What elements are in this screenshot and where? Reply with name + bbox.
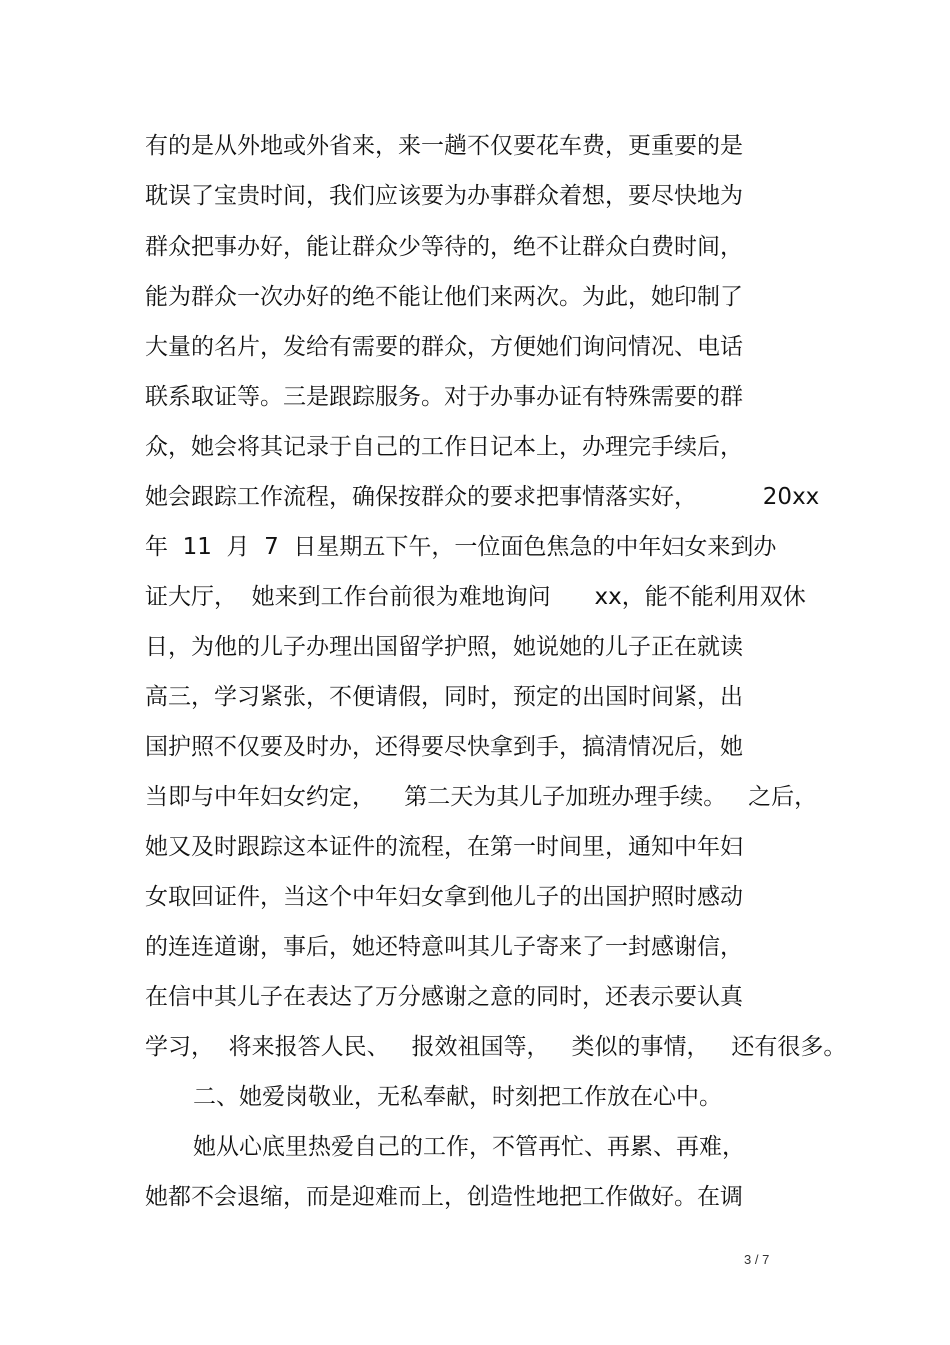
body-text-line: 高三，学习紧张，不便请假，同时，预定的出国时间紧，出 bbox=[145, 684, 743, 710]
body-text-line: 能为群众一次办好的绝不能让他们来两次。为此，她印制了 bbox=[145, 284, 743, 310]
body-text-line: 的连连道谢，事后，她还特意叫其儿子寄来了一封感谢信， bbox=[145, 934, 743, 960]
body-text-line: 国护照不仅要及时办，还得要尽快拿到手，搞清情况后，她 bbox=[145, 734, 743, 760]
body-text-line: 女取回证件，当这个中年妇女拿到他儿子的出国护照时感动 bbox=[145, 884, 743, 910]
body-text-line: 她都不会退缩，而是迎难而上，创造性地把工作做好。在调 bbox=[145, 1184, 743, 1210]
body-text-line: 当即与中年妇女约定， 第二天为其儿子加班办理手续。 之后， bbox=[145, 784, 818, 810]
paragraph-first-line: 她从心底里热爱自己的工作，不管再忙、再累、再难， bbox=[193, 1134, 745, 1160]
body-text-line: 她又及时跟踪这本证件的流程，在第一时间里，通知中年妇 bbox=[145, 834, 743, 860]
section-heading: 二、她爱岗敬业，无私奉献，时刻把工作放在心中。 bbox=[193, 1084, 722, 1110]
body-text-line: 联系取证等。三是跟踪服务。对于办事办证有特殊需要的群 bbox=[145, 384, 743, 410]
body-text-line: 她会跟踪工作流程，确保按群众的要求把事情落实好， 20xx bbox=[145, 484, 820, 510]
body-text-line: 证大厅， 她来到工作台前很为难地询问 xx，能不能利用双休 bbox=[145, 584, 806, 610]
body-text-line: 有的是从外地或外省来，来一趟不仅要花车费，更重要的是 bbox=[145, 133, 743, 159]
body-text-line: 群众把事办好，能让群众少等待的，绝不让群众白费时间， bbox=[145, 234, 743, 260]
body-text-line: 在信中其儿子在表达了万分感谢之意的同时，还表示要认真 bbox=[145, 984, 743, 1010]
body-text-line: 大量的名片，发给有需要的群众，方便她们询问情况、电话 bbox=[145, 334, 743, 360]
body-text-line: 年 11 月 7 日星期五下午，一位面色焦急的中年妇女来到办 bbox=[145, 534, 777, 560]
body-text-line: 耽误了宝贵时间，我们应该要为办事群众着想，要尽快地为 bbox=[145, 183, 743, 209]
body-text-line: 学习， 将来报答人民、 报效祖国等， 类似的事情， 还有很多。 bbox=[145, 1034, 847, 1060]
page-number: 3 / 7 bbox=[744, 1252, 770, 1267]
body-text-line: 日，为他的儿子办理出国留学护照，她说她的儿子正在就读 bbox=[145, 634, 743, 660]
body-text-line: 众，她会将其记录于自己的工作日记本上，办理完手续后， bbox=[145, 434, 743, 460]
